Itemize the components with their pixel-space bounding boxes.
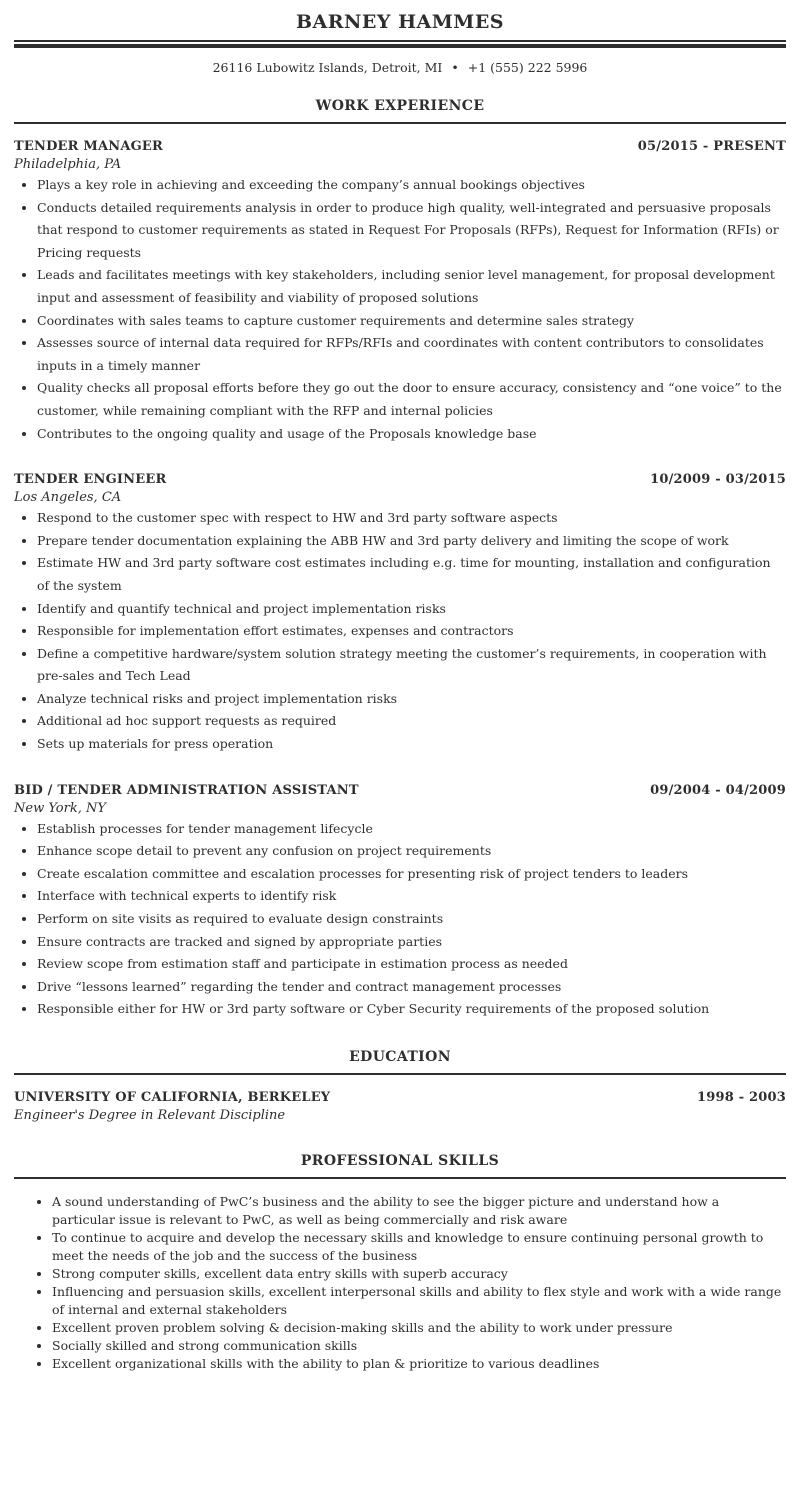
duty-item: • Conducts detailed requirements analysis in order to produce high quality, well-integrated and persuasive proposals that respond to customer requirements as stated in Request For Proposals (RFPs), Request for Information (RFIs) or Pricing requests — [37, 197, 786, 265]
skills-section — [14, 1151, 786, 1373]
section-rule — [14, 1073, 786, 1075]
job-duties — [14, 507, 786, 756]
duty-item: • Additional ad hoc support requests as required — [37, 710, 786, 733]
job-location: Los Angeles, CA — [14, 490, 122, 506]
candidate-name: BARNEY HAMMES — [295, 11, 505, 33]
job-dates: 09/2004 - 04/2009 — [650, 782, 786, 798]
education-section — [14, 1047, 786, 1125]
phone: +1 (555) 222 5996 — [467, 60, 588, 75]
duty-item: • Prepare tender documentation explaining the ABB HW and 3rd party delivery and limiting the scope of work — [37, 530, 786, 553]
section-rule — [14, 1177, 786, 1179]
duty-item: • Respond to the customer spec with respect to HW and 3rd party software aspects — [37, 507, 786, 530]
skill-item: • To continue to acquire and develop the necessary skills and knowledge to ensure continuing personal growth to meet the needs of the job and the success of the business — [52, 1229, 786, 1265]
job-dates: 05/2015 - PRESENT — [637, 139, 786, 154]
duty-item: • Contributes to the ongoing quality and usage of the Proposals knowledge base — [37, 423, 786, 446]
resume-page — [14, 0, 786, 1373]
header-rule-thick — [14, 44, 786, 48]
contact-line — [14, 58, 786, 78]
section-title-work-experience: WORK EXPERIENCE — [315, 98, 485, 114]
education-entry — [14, 1089, 786, 1125]
skill-item: • Socially skilled and strong communication skills — [52, 1337, 786, 1355]
duty-item: • Sets up materials for press operation — [37, 733, 786, 756]
skill-item: • Excellent organizational skills with the ability to plan & prioritize to various deadlines — [52, 1355, 786, 1373]
duty-item: • Leads and facilitates meetings with key stakeholders, including senior level management, for proposal development input and assessment of feasibility and viability of proposed solutions — [37, 264, 786, 309]
job-dates: 10/2009 - 03/2015 — [650, 472, 786, 488]
job-entry — [14, 138, 786, 445]
education-dates: 1998 - 2003 — [696, 1090, 786, 1105]
duty-item: • Responsible either for HW or 3rd party software or Cyber Security requirements of the proposed solution — [37, 998, 786, 1021]
job-entry — [14, 471, 786, 756]
duty-item: • Assesses source of internal data required for RFPs/RFIs and coordinates with content contributors to consolidates inputs in a timely manner — [37, 332, 786, 377]
duty-item: • Perform on site visits as required to evaluate design constraints — [37, 908, 786, 931]
duty-item: • Estimate HW and 3rd party software cost estimates including e.g. time for mounting, installation and configuration of the system — [37, 552, 786, 597]
skill-item: • A sound understanding of PwC’s business and the ability to see the bigger picture and understand how a particular issue is relevant to PwC, as well as being commercially and risk aware — [52, 1193, 786, 1229]
duty-item: • Review scope from estimation staff and participate in estimation process as needed — [37, 953, 786, 976]
skill-item: • Influencing and persuasion skills, excellent interpersonal skills and ability to flex style and work with a wide range of internal and external stakeholders — [52, 1283, 786, 1319]
section-title-education: EDUCATION — [349, 1049, 451, 1065]
section-rule — [14, 122, 786, 124]
job-location: New York, NY — [14, 800, 106, 816]
job-title: BID / TENDER ADMINISTRATION ASSISTANT — [14, 782, 359, 798]
work-experience-section — [14, 96, 786, 1021]
duty-item: • Plays a key role in achieving and exceeding the company’s annual bookings objectives — [37, 174, 786, 197]
section-title-skills: PROFESSIONAL SKILLS — [300, 1153, 500, 1169]
job-entry — [14, 782, 786, 1021]
job-location: Philadelphia, PA — [14, 157, 122, 172]
duty-item: • Quality checks all proposal efforts before they go out the door to ensure accuracy, consistency and “one voice” to the customer, while remaining compliant with the RFP and internal policies — [37, 377, 786, 422]
duty-item: • Identify and quantify technical and project implementation risks — [37, 598, 786, 621]
duty-item: • Responsible for implementation effort estimates, expenses and contractors — [37, 620, 786, 643]
job-duties — [14, 174, 786, 445]
skills-list — [14, 1193, 786, 1373]
address: 26116 Lubowitz Islands, Detroit, MI — [212, 60, 443, 75]
duty-item: • Interface with technical experts to identify risk — [37, 885, 786, 908]
duty-item: • Create escalation committee and escalation processes for presenting risk of project tenders to leaders — [37, 863, 786, 886]
job-title: TENDER ENGINEER — [14, 472, 167, 488]
duty-item: • Analyze technical risks and project implementation risks — [37, 688, 786, 711]
duty-item: • Drive “lessons learned” regarding the tender and contract management processes — [37, 976, 786, 999]
duty-item: • Ensure contracts are tracked and signed by appropriate parties — [37, 931, 786, 954]
degree: Engineer's Degree in Relevant Discipline — [14, 1108, 286, 1123]
school-name: UNIVERSITY OF CALIFORNIA, BERKELEY — [14, 1090, 331, 1105]
skill-item: • Excellent proven problem solving & decision-making skills and the ability to work under pressure — [52, 1319, 786, 1337]
duty-item: • Establish processes for tender management lifecycle — [37, 818, 786, 841]
job-duties — [14, 818, 786, 1021]
job-title: TENDER MANAGER — [14, 139, 164, 154]
duty-item: • Define a competitive hardware/system solution strategy meeting the customer’s requirements, in cooperation with pre-sales and Tech Lead — [37, 643, 786, 688]
duty-item: • Coordinates with sales teams to capture customer requirements and determine sales strategy — [37, 310, 786, 333]
skill-item: • Strong computer skills, excellent data entry skills with superb accuracy — [52, 1265, 786, 1283]
duty-item: • Enhance scope detail to prevent any confusion on project requirements — [37, 840, 786, 863]
contact-separator: • — [451, 60, 459, 75]
